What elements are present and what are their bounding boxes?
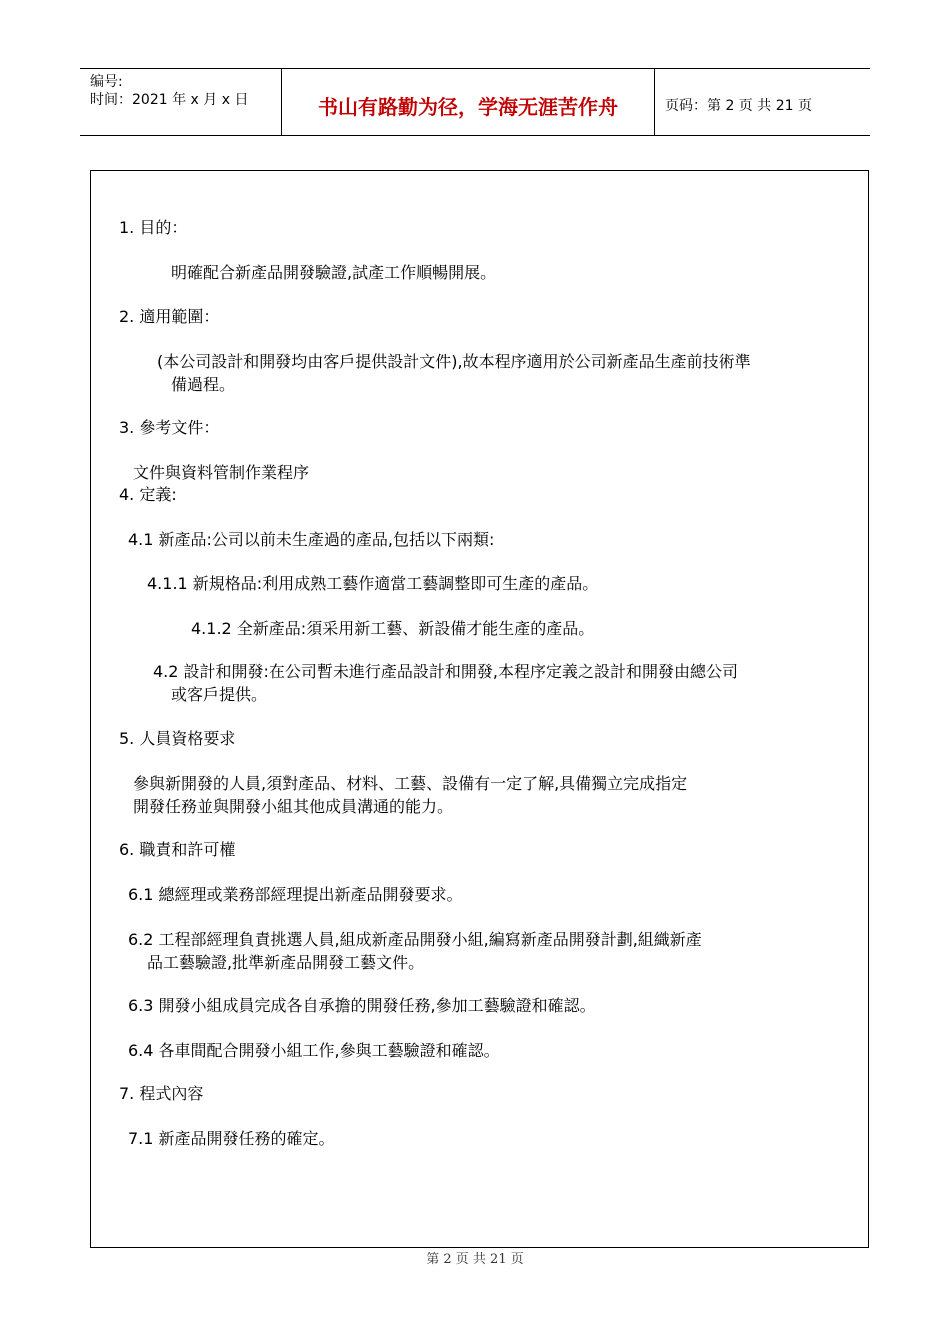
section-5-body-line-2: 開發任務並與開發小組其他成員溝通的能力。: [133, 797, 454, 816]
section-2-title: 2. 適用範圍：: [119, 307, 220, 326]
section-6-2-line-2: 品工藝驗證,批準新產品開發工藝文件。: [147, 953, 425, 972]
document-date: 时间：2021 年 x 月 x 日: [90, 92, 249, 108]
section-7-title: 7. 程式內容: [119, 1084, 204, 1103]
section-4-1: 4.1 新產品:公司以前未生產過的產品,包括以下兩類:: [128, 530, 495, 549]
section-6-2-line-1: 6.2 工程部經理負責挑選人員,組成新產品開發小組,編寫新產品開發計劃,組織新產: [128, 930, 702, 949]
section-4-2-line-2: 或客戶提供。: [171, 685, 268, 704]
section-2-body-line-2: 備過程。: [171, 375, 236, 394]
page-header: [80, 68, 870, 136]
section-6-title: 6. 職責和許可權: [119, 840, 236, 859]
section-6-1: 6.1 總經理或業務部經理提出新產品開發要求。: [128, 885, 463, 904]
section-4-1-2: 4.1.2 全新產品:須采用新工藝、新設備才能生產的產品。: [191, 619, 595, 638]
header-page-info: 页码：第 2 页 共 21 页: [665, 98, 812, 114]
section-5-body-line-1: 參與新開發的人員,須對產品、材料、工藝、設備有一定了解,具備獨立完成指定: [133, 774, 688, 793]
section-3-body: 文件與資料管制作業程序: [133, 463, 310, 482]
document-number-label: 编号:: [90, 74, 123, 90]
section-6-3: 6.3 開發小組成員完成各自承擔的開發任務,參加工藝驗證和確認。: [128, 996, 596, 1015]
document-body: [90, 170, 869, 1248]
section-4-2-line-1: 4.2 設計和開發:在公司暫未進行產品設計和開發,本程序定義之設計和開發由總公司: [153, 662, 739, 681]
page-footer: 第 2 页 共 21 页: [426, 1252, 524, 1267]
section-2-body-line-1: (本公司設計和開發均由客戶提供設計文件),故本程序適用於公司新產品生產前技術準: [157, 352, 751, 371]
section-1-title: 1. 目的：: [119, 218, 188, 237]
section-1-body: 明確配合新產品開發驗證,試產工作順暢開展。: [171, 263, 497, 282]
section-4-1-1: 4.1.1 新規格品:利用成熟工藝作適當工藝調整即可生產的產品。: [147, 574, 599, 593]
section-3-title: 3. 參考文件：: [119, 418, 220, 437]
section-5-title: 5. 人員資格要求: [119, 729, 236, 748]
section-4-title: 4. 定義:: [119, 485, 177, 504]
header-left-cell: [80, 69, 282, 135]
section-7-1: 7.1 新產品開發任務的確定。: [128, 1129, 335, 1148]
section-6-4: 6.4 各車間配合開發小組工作,參與工藝驗證和確認。: [128, 1041, 500, 1060]
header-motto: 书山有路勤为径，学海无涯苦作舟: [282, 69, 655, 135]
